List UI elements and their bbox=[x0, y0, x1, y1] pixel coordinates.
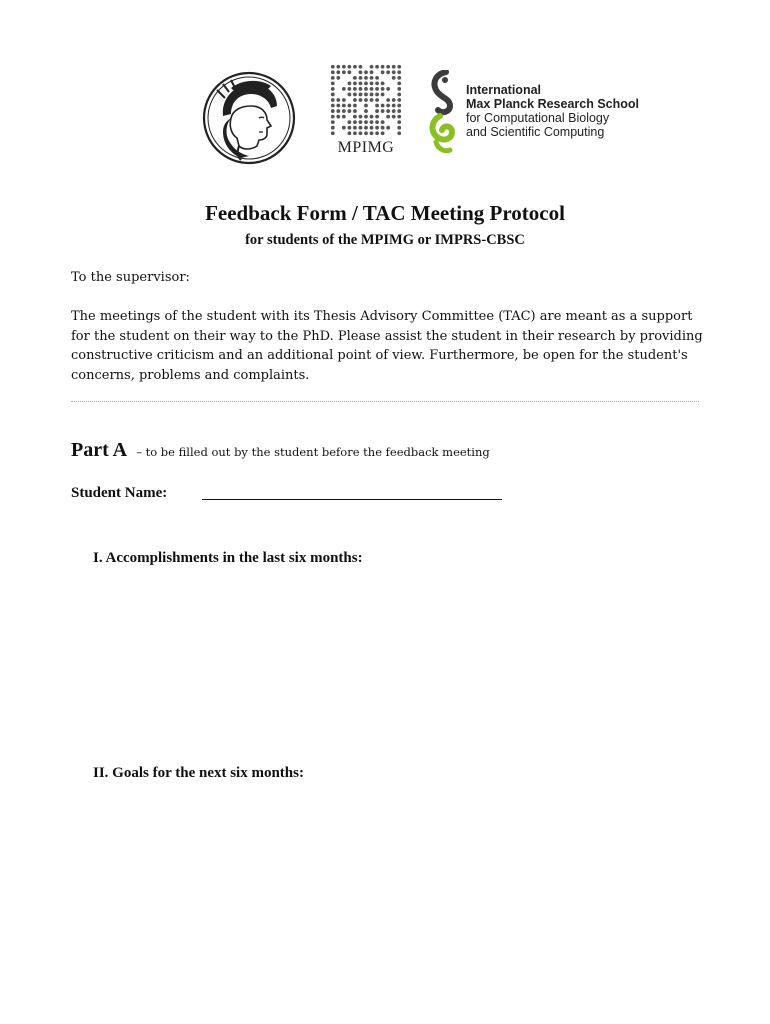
grid-dot bbox=[336, 109, 340, 113]
grid-dot bbox=[359, 120, 363, 124]
grid-dot bbox=[370, 131, 374, 135]
grid-dot bbox=[364, 131, 368, 135]
grid-dot bbox=[370, 104, 372, 106]
grid-dot bbox=[353, 120, 357, 124]
grid-dot bbox=[381, 65, 385, 69]
grid-dot bbox=[347, 126, 351, 130]
grid-dot bbox=[364, 70, 368, 74]
grid-dot bbox=[331, 70, 335, 74]
grid-dot bbox=[353, 126, 357, 130]
intro-line: constructive criticism and an additional point of view. Furthermore, be open for the student's bbox=[71, 348, 688, 363]
grid-dot bbox=[370, 115, 374, 119]
grid-dot bbox=[348, 116, 350, 118]
grid-dot bbox=[342, 70, 346, 74]
grid-dot bbox=[359, 81, 363, 85]
grid-dot bbox=[331, 131, 335, 135]
grid-dot bbox=[359, 126, 363, 130]
grid-dot bbox=[364, 87, 368, 91]
grid-dot bbox=[353, 98, 357, 102]
grid-dot bbox=[375, 87, 379, 91]
grid-dot bbox=[336, 70, 340, 74]
grid-dot bbox=[397, 70, 401, 74]
grid-dot bbox=[393, 82, 395, 84]
grid-dot bbox=[397, 131, 401, 135]
grid-dot bbox=[353, 104, 357, 108]
grid-dot bbox=[370, 98, 374, 102]
grid-dot bbox=[387, 82, 389, 84]
grid-dot bbox=[348, 77, 350, 79]
grid-dot bbox=[382, 77, 384, 79]
grid-dot bbox=[387, 132, 389, 134]
grid-dot bbox=[347, 93, 351, 97]
grid-dot bbox=[370, 120, 374, 124]
grid-dot bbox=[392, 109, 396, 113]
grid-dot bbox=[364, 81, 368, 85]
grid-dot bbox=[375, 109, 379, 113]
grid-dot bbox=[342, 98, 346, 102]
grid-dot bbox=[375, 104, 379, 108]
grid-dot bbox=[375, 126, 379, 130]
grid-dot bbox=[331, 98, 335, 102]
grid-dot bbox=[364, 126, 368, 130]
grid-dot bbox=[397, 93, 401, 97]
grid-dot bbox=[359, 131, 363, 135]
grid-dot bbox=[343, 77, 345, 79]
grid-dot bbox=[331, 104, 335, 108]
grid-dot bbox=[359, 110, 361, 112]
grid-dot bbox=[397, 81, 401, 85]
grid-dot bbox=[359, 87, 363, 91]
grid-dot bbox=[386, 98, 390, 102]
grid-dot bbox=[386, 104, 390, 108]
grid-dot bbox=[343, 82, 345, 84]
grid-dot bbox=[370, 93, 374, 97]
grid-dot bbox=[343, 132, 345, 134]
grid-dot bbox=[353, 65, 357, 69]
grid-dot bbox=[370, 87, 374, 91]
grid-dot bbox=[364, 120, 368, 124]
section-accomplishments-heading: I. Accomplishments in the last six months: bbox=[93, 550, 363, 566]
grid-dot bbox=[364, 98, 368, 102]
grid-dot bbox=[365, 66, 367, 68]
page-title: Feedback Form / TAC Meeting Protocol bbox=[205, 201, 565, 225]
grid-dot bbox=[381, 87, 385, 91]
grid-dot bbox=[331, 65, 335, 69]
grid-dot bbox=[376, 71, 378, 73]
grid-dot bbox=[347, 109, 351, 113]
grid-dot bbox=[342, 115, 346, 119]
grid-dot bbox=[397, 126, 401, 130]
grid-dot bbox=[393, 132, 395, 134]
imprs-line-4: and Scientific Computing bbox=[466, 125, 605, 139]
grid-dot bbox=[381, 126, 385, 130]
grid-dot bbox=[381, 70, 385, 74]
grid-dot bbox=[397, 109, 401, 113]
grid-dot bbox=[386, 109, 390, 113]
grid-dot bbox=[353, 115, 357, 119]
grid-dot bbox=[342, 126, 346, 130]
grid-dot bbox=[392, 65, 396, 69]
grid-dot bbox=[364, 93, 368, 97]
grid-dot bbox=[336, 104, 340, 108]
grid-dot bbox=[381, 109, 385, 113]
grid-dot bbox=[342, 65, 346, 69]
grid-dot bbox=[370, 81, 374, 85]
grid-dot bbox=[331, 93, 335, 97]
part-a-label: Part A bbox=[71, 439, 128, 461]
grid-dot bbox=[347, 120, 351, 124]
grid-dot bbox=[397, 115, 401, 119]
grid-dot bbox=[337, 132, 339, 134]
grid-dot bbox=[331, 115, 335, 119]
grid-dot bbox=[353, 93, 357, 97]
intro-paragraph bbox=[71, 307, 701, 385]
grid-dot bbox=[343, 93, 345, 95]
mpimg-logo-text: MPIMG bbox=[337, 139, 395, 156]
grid-dot bbox=[375, 98, 379, 102]
intro-line: for the student on their way to the PhD. Please assist the student in their research by providing bbox=[71, 328, 703, 344]
grid-dot bbox=[370, 110, 372, 112]
divider bbox=[71, 401, 699, 402]
grid-dot bbox=[381, 93, 385, 97]
grid-dot bbox=[342, 109, 346, 113]
student-name-label: Student Name: bbox=[71, 485, 168, 501]
grid-dot bbox=[387, 93, 389, 95]
grid-dot bbox=[397, 87, 401, 91]
grid-dot bbox=[375, 115, 379, 119]
grid-dot bbox=[381, 81, 385, 85]
grid-dot bbox=[375, 81, 379, 85]
grid-dot bbox=[343, 121, 345, 123]
grid-dot bbox=[359, 115, 363, 119]
grid-dot bbox=[397, 76, 401, 80]
grid-dot bbox=[392, 104, 396, 108]
grid-dot bbox=[397, 65, 401, 69]
grid-dot bbox=[331, 126, 335, 130]
salutation: To the supervisor: bbox=[71, 270, 190, 285]
imprs-spiral-icon bbox=[428, 70, 458, 154]
part-a-note: – to be filled out by the student before the feedback meeting bbox=[136, 445, 490, 459]
grid-dot bbox=[331, 76, 335, 80]
mpimg-logo bbox=[330, 64, 402, 159]
grid-dot bbox=[375, 131, 379, 135]
grid-dot bbox=[347, 131, 351, 135]
grid-dot bbox=[386, 65, 390, 69]
imprs-line-3: for Computational Biology bbox=[466, 111, 610, 125]
grid-dot bbox=[364, 109, 368, 113]
grid-dot bbox=[387, 77, 389, 79]
grid-dot bbox=[337, 93, 339, 95]
grid-dot bbox=[370, 65, 374, 69]
grid-dot bbox=[393, 121, 395, 123]
grid-dot bbox=[364, 76, 368, 80]
grid-dot bbox=[359, 76, 363, 80]
grid-dot bbox=[336, 98, 340, 102]
grid-dot bbox=[359, 104, 361, 106]
grid-dot bbox=[392, 98, 396, 102]
grid-dot bbox=[364, 115, 368, 119]
grid-dot bbox=[386, 87, 390, 91]
grid-dot bbox=[337, 121, 339, 123]
grid-dot bbox=[370, 76, 374, 80]
student-name-field[interactable] bbox=[202, 499, 502, 500]
grid-dot bbox=[331, 120, 335, 124]
part-a-heading bbox=[71, 439, 490, 462]
grid-dot bbox=[337, 88, 339, 90]
grid-dot bbox=[387, 121, 389, 123]
grid-dot bbox=[393, 88, 395, 90]
intro-line: concerns, problems and complaints. bbox=[71, 367, 310, 383]
grid-dot bbox=[347, 87, 351, 91]
intro-line: The meetings of the student with its Thesis Advisory Committee (TAC) are meant as a support bbox=[71, 309, 693, 324]
grid-dot bbox=[359, 98, 363, 102]
imprs-line-1: International bbox=[466, 83, 542, 97]
grid-dot bbox=[347, 81, 351, 85]
grid-dot bbox=[381, 131, 385, 135]
grid-dot bbox=[375, 65, 379, 69]
grid-dot bbox=[397, 104, 401, 108]
grid-dot bbox=[375, 93, 379, 97]
grid-dot bbox=[353, 81, 357, 85]
grid-dot bbox=[337, 127, 339, 129]
grid-dot bbox=[353, 109, 357, 113]
grid-dot bbox=[382, 99, 384, 101]
grid-dot bbox=[347, 104, 351, 108]
grid-dot bbox=[359, 65, 363, 69]
grid-dot bbox=[354, 71, 356, 73]
dna-dot-grid-icon bbox=[330, 64, 402, 136]
grid-dot bbox=[393, 127, 395, 129]
grid-dot bbox=[331, 109, 335, 113]
grid-dot bbox=[353, 76, 357, 80]
grid-dot bbox=[336, 65, 340, 69]
grid-dot bbox=[359, 70, 363, 74]
grid-dot bbox=[386, 70, 390, 74]
grid-dot bbox=[382, 116, 384, 118]
grid-dot bbox=[347, 65, 351, 69]
grid-dot bbox=[392, 115, 396, 119]
imprs-line-2: Max Planck Research School bbox=[466, 97, 639, 111]
grid-dot bbox=[375, 120, 379, 124]
grid-dot bbox=[392, 76, 396, 80]
grid-dot bbox=[370, 70, 374, 74]
grid-dot bbox=[331, 81, 335, 85]
grid-dot bbox=[375, 76, 379, 80]
grid-dot bbox=[353, 131, 357, 135]
grid-dot bbox=[386, 126, 390, 130]
grid-dot bbox=[397, 120, 401, 124]
grid-dot bbox=[397, 98, 401, 102]
grid-dot bbox=[370, 126, 374, 130]
grid-dot bbox=[392, 70, 396, 74]
grid-dot bbox=[381, 104, 385, 108]
grid-dot bbox=[342, 87, 346, 91]
logo-row bbox=[0, 60, 770, 165]
grid-dot bbox=[381, 120, 385, 124]
grid-dot bbox=[359, 93, 363, 97]
grid-dot bbox=[347, 70, 351, 74]
grid-dot bbox=[331, 87, 335, 91]
grid-dot bbox=[336, 115, 340, 119]
grid-dot bbox=[337, 82, 339, 84]
grid-dot bbox=[393, 93, 395, 95]
page-subtitle: for students of the MPIMG or IMPRS-CBSC bbox=[245, 232, 525, 248]
section-goals-heading: II. Goals for the next six months: bbox=[93, 765, 304, 781]
minerva-head-icon bbox=[201, 70, 297, 166]
grid-dot bbox=[353, 87, 357, 91]
grid-dot bbox=[386, 115, 390, 119]
imprs-logo-text bbox=[466, 83, 639, 139]
grid-dot bbox=[336, 76, 340, 80]
grid-dot bbox=[348, 99, 350, 101]
grid-dot bbox=[342, 104, 346, 108]
grid-dot bbox=[364, 104, 368, 108]
